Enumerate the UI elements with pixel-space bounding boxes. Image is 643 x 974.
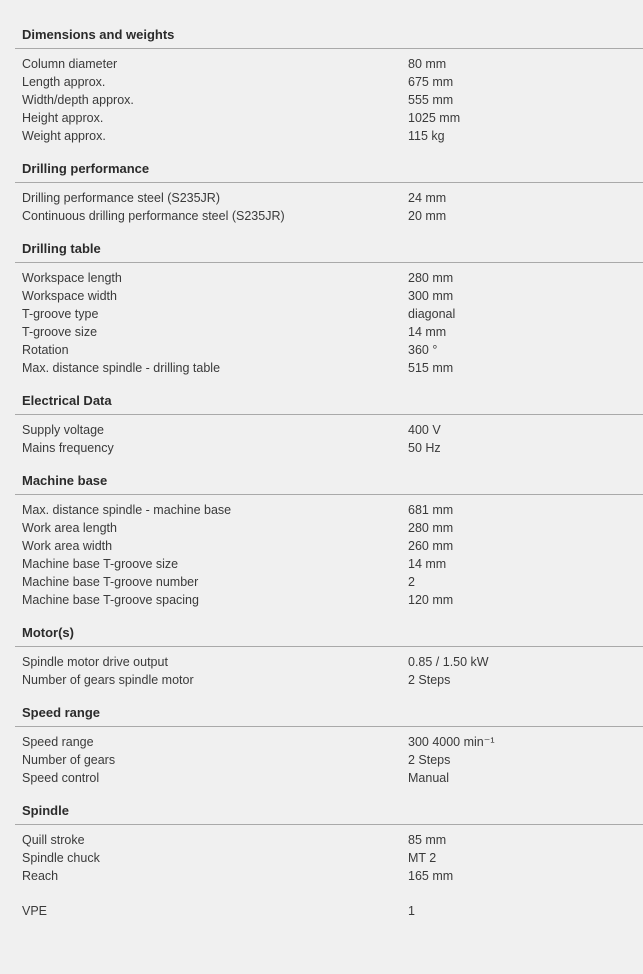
spec-row	[0, 421, 643, 439]
spec-value: 120 mm	[408, 593, 454, 607]
spec-row	[0, 287, 643, 305]
spec-row	[0, 305, 643, 323]
spec-value: 115 kg	[408, 129, 445, 143]
spec-value: 2 Steps	[408, 673, 451, 687]
spec-value: 300 mm	[408, 289, 454, 303]
spec-label: Reach	[22, 869, 59, 883]
spec-value: 555 mm	[408, 93, 454, 107]
spec-label: Max. distance spindle - drilling table	[22, 361, 221, 375]
spec-label: Length approx.	[22, 75, 106, 89]
section-divider	[15, 182, 643, 183]
section-divider	[15, 262, 643, 263]
spec-label: Work area width	[22, 539, 113, 553]
spec-value: 280 mm	[408, 271, 454, 285]
spec-row	[0, 55, 643, 73]
section-title: Machine base	[22, 473, 108, 488]
spec-label: Height approx.	[22, 111, 104, 125]
spec-row	[0, 733, 643, 751]
section-spindle	[0, 802, 643, 885]
section-divider	[15, 48, 643, 49]
spec-label: Speed range	[22, 735, 94, 749]
spec-label: Max. distance spindle - machine base	[22, 503, 232, 517]
section-gap	[0, 787, 643, 802]
section-gap	[0, 377, 643, 392]
spec-value: 675 mm	[408, 75, 454, 89]
section-gap	[0, 885, 643, 902]
section-title: Electrical Data	[22, 393, 112, 408]
spec-label: Column diameter	[22, 57, 118, 71]
spec-label: Spindle chuck	[22, 851, 100, 865]
spec-value: 14 mm	[408, 557, 447, 571]
spec-label: Work area length	[22, 521, 117, 535]
spec-value: 515 mm	[408, 361, 454, 375]
spec-label: Workspace length	[22, 271, 122, 285]
section-electrical-data	[0, 392, 643, 457]
spec-label: Supply voltage	[22, 423, 105, 437]
spec-value: 20 mm	[408, 209, 447, 223]
spec-value: 280 mm	[408, 521, 454, 535]
vpe-row	[0, 902, 643, 920]
spec-value: 2 Steps	[408, 753, 451, 767]
spec-row	[0, 73, 643, 91]
spec-value: 260 mm	[408, 539, 454, 553]
spec-row	[0, 207, 643, 225]
spec-row	[0, 849, 643, 867]
spec-value: MT 2	[408, 851, 437, 865]
spec-value: 400 V	[408, 423, 441, 437]
section-drilling-performance	[0, 160, 643, 225]
section-gap	[0, 225, 643, 240]
spec-label: T-groove size	[22, 325, 98, 339]
spec-label: Quill stroke	[22, 833, 85, 847]
spec-row	[0, 323, 643, 341]
spec-row	[0, 127, 643, 145]
spec-value: 24 mm	[408, 191, 447, 205]
spec-row	[0, 519, 643, 537]
section-divider	[15, 494, 643, 495]
spec-row	[0, 591, 643, 609]
section-title: Drilling table	[22, 241, 101, 256]
spec-value: 300 4000 min⁻¹	[408, 735, 495, 749]
spec-label: Rotation	[22, 343, 69, 357]
spec-label: Number of gears	[22, 753, 116, 767]
spec-value: diagonal	[408, 307, 456, 321]
spec-value: 2	[408, 575, 415, 589]
spec-label: T-groove type	[22, 307, 99, 321]
spec-label: Number of gears spindle motor	[22, 673, 194, 687]
spec-row	[0, 341, 643, 359]
spec-row	[0, 573, 643, 591]
section-gap	[0, 609, 643, 624]
section-machine-base	[0, 472, 643, 609]
section-gap	[0, 145, 643, 160]
spec-row	[0, 269, 643, 287]
spec-label: Weight approx.	[22, 129, 106, 143]
section-divider	[15, 726, 643, 727]
spec-label: VPE	[22, 904, 48, 918]
spec-value: 1025 mm	[408, 111, 461, 125]
section-title: Spindle	[22, 803, 69, 818]
spec-label: Drilling performance steel (S235JR)	[22, 191, 220, 205]
spec-row	[0, 91, 643, 109]
spec-row	[0, 189, 643, 207]
spec-value: 1	[408, 904, 415, 918]
spec-row	[0, 501, 643, 519]
spec-row	[0, 831, 643, 849]
spec-row	[0, 867, 643, 885]
section-title: Speed range	[22, 705, 101, 720]
section-divider	[15, 824, 643, 825]
spec-row	[0, 359, 643, 377]
section-title: Dimensions and weights	[22, 27, 175, 42]
spec-label: Width/depth approx.	[22, 93, 134, 107]
spec-value: 165 mm	[408, 869, 454, 883]
section-drilling-table	[0, 240, 643, 377]
spec-value: 50 Hz	[408, 441, 441, 455]
spec-row	[0, 769, 643, 787]
section-gap	[0, 689, 643, 704]
spec-label: Machine base T-groove spacing	[22, 593, 199, 607]
spec-label: Machine base T-groove size	[22, 557, 179, 571]
spec-label: Machine base T-groove number	[22, 575, 199, 589]
section-title: Drilling performance	[22, 161, 150, 176]
spec-row	[0, 555, 643, 573]
section-title: Motor(s)	[22, 625, 74, 640]
spec-value: 85 mm	[408, 833, 447, 847]
section-divider	[15, 414, 643, 415]
section-divider	[15, 646, 643, 647]
spec-value: 360 °	[408, 343, 438, 357]
spec-row	[0, 109, 643, 127]
spec-label: Workspace width	[22, 289, 117, 303]
spec-label: Mains frequency	[22, 441, 114, 455]
spec-value: 80 mm	[408, 57, 447, 71]
spec-value: Manual	[408, 771, 449, 785]
spec-label: Speed control	[22, 771, 100, 785]
spec-value: 681 mm	[408, 503, 454, 517]
spec-label: Continuous drilling performance steel (S235JR)	[22, 209, 285, 223]
spec-row	[0, 751, 643, 769]
spec-value: 0.85 / 1.50 kW	[408, 655, 489, 669]
spec-row	[0, 537, 643, 555]
spec-row	[0, 439, 643, 457]
section-dimensions	[0, 26, 643, 145]
section-speed-range	[0, 704, 643, 787]
spec-row	[0, 653, 643, 671]
section-motors	[0, 624, 643, 689]
section-gap	[0, 457, 643, 472]
spec-row	[0, 671, 643, 689]
spec-label: Spindle motor drive output	[22, 655, 168, 669]
spec-value: 14 mm	[408, 325, 447, 339]
